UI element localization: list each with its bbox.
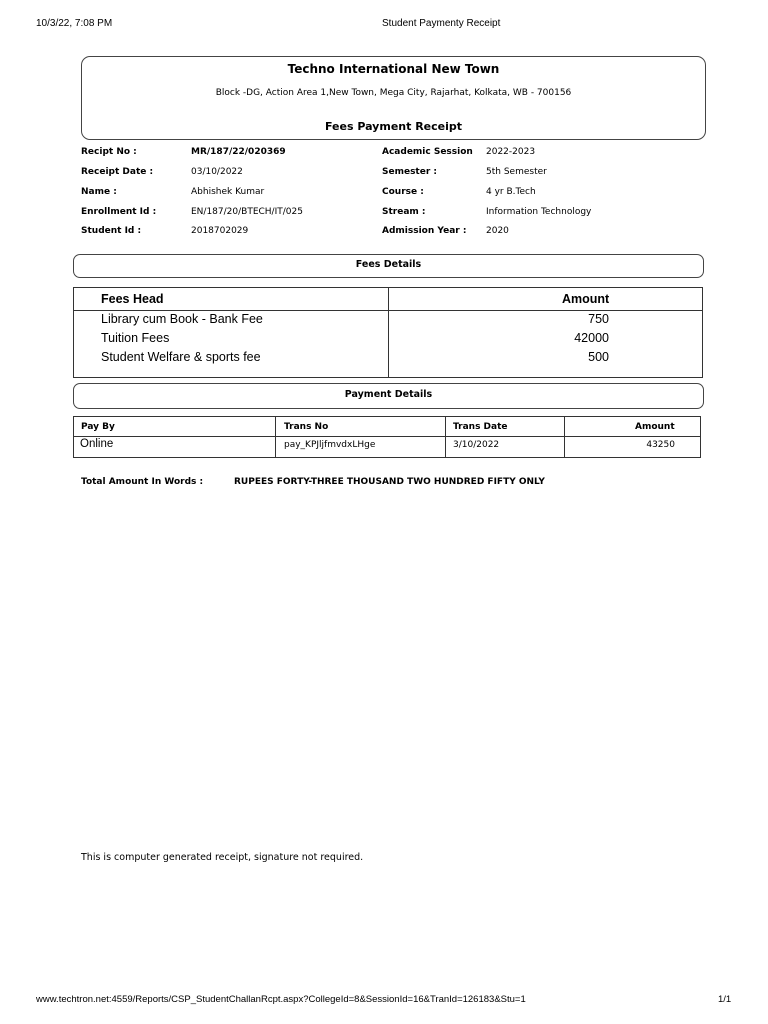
- admission-year-label: Admission Year :: [382, 226, 467, 236]
- fees-amount-column-header: Amount: [562, 292, 610, 306]
- receipt-date-label: Receipt Date :: [81, 167, 154, 177]
- academic-session-value: 2022-2023: [486, 147, 536, 157]
- print-datetime: 10/3/22, 7:08 PM: [36, 18, 113, 29]
- fees-row-head: Library cum Book - Bank Fee: [101, 312, 263, 326]
- payment-details-header: Payment Details: [73, 383, 704, 409]
- fees-row-amount: 42000: [574, 331, 609, 345]
- total-in-words-label: Total Amount In Words :: [81, 477, 204, 487]
- receipt-title: Fees Payment Receipt: [324, 120, 463, 133]
- fees-row-amount: 750: [588, 312, 609, 326]
- course-value: 4 yr B.Tech: [486, 187, 536, 197]
- fees-row-amount: 500: [588, 350, 609, 364]
- payment-table-divider: [275, 417, 276, 457]
- payment-amount: 43250: [646, 440, 675, 450]
- payment-table-divider: [445, 417, 446, 457]
- payment-pay-by: Online: [80, 438, 114, 450]
- fees-table-header-rule: [74, 310, 702, 311]
- student-id-value: 2018702029: [191, 226, 249, 236]
- course-label: Course :: [382, 187, 424, 197]
- payment-trans-no: pay_KPJljfmvdxLHge: [284, 440, 376, 450]
- trans-no-column-header: Trans No: [284, 422, 329, 432]
- receipt-no-value: MR/187/22/020369: [191, 147, 286, 157]
- payment-table-divider: [564, 417, 565, 457]
- total-in-words-value: RUPEES FORTY-THREE THOUSAND TWO HUNDRED FIFTY ONLY: [234, 477, 545, 487]
- payment-table: [73, 416, 701, 458]
- stream-label: Stream :: [382, 207, 426, 217]
- institution-name: Techno International New Town: [287, 62, 500, 76]
- academic-session-label: Academic Session: [382, 147, 473, 157]
- name-label: Name :: [81, 187, 117, 197]
- name-value: Abhishek Kumar: [191, 187, 265, 197]
- print-page-title: Student Paymenty Receipt: [382, 18, 501, 29]
- institution-address: Block -DG, Action Area 1,New Town, Mega City, Rajarhat, Kolkata, WB - 700156: [215, 88, 572, 98]
- payment-table-header-rule: [74, 436, 700, 437]
- print-url: www.techtron.net:4559/Reports/CSP_StudentChallanRcpt.aspx?CollegeId=8&SessionId=16&TranId=126183&Stu=1: [36, 994, 526, 1005]
- receipt-no-label: Recipt No :: [81, 147, 137, 157]
- fees-row-head: Student Welfare & sports fee: [101, 350, 261, 364]
- semester-value: 5th Semester: [486, 167, 547, 177]
- computer-generated-note: This is computer generated receipt, signature not required.: [81, 852, 364, 863]
- payment-trans-date: 3/10/2022: [453, 440, 500, 450]
- pay-by-column-header: Pay By: [81, 422, 115, 432]
- fees-table: [73, 287, 703, 378]
- receipt-header-box: [81, 56, 706, 140]
- enrollment-id-value: EN/187/20/BTECH/IT/025: [191, 207, 303, 217]
- admission-year-value: 2020: [486, 226, 509, 236]
- fees-details-header: Fees Details: [73, 254, 704, 278]
- fees-table-divider: [388, 288, 389, 377]
- fees-head-column-header: Fees Head: [101, 292, 164, 306]
- enrollment-id-label: Enrollment Id :: [81, 207, 157, 217]
- student-id-label: Student Id :: [81, 226, 142, 236]
- fees-row-head: Tuition Fees: [101, 331, 170, 345]
- stream-value: Information Technology: [486, 207, 592, 217]
- print-page-count: 1/1: [718, 994, 732, 1005]
- amount-column-header: Amount: [635, 422, 675, 432]
- semester-label: Semester :: [382, 167, 438, 177]
- receipt-date-value: 03/10/2022: [191, 167, 243, 177]
- trans-date-column-header: Trans Date: [453, 422, 508, 432]
